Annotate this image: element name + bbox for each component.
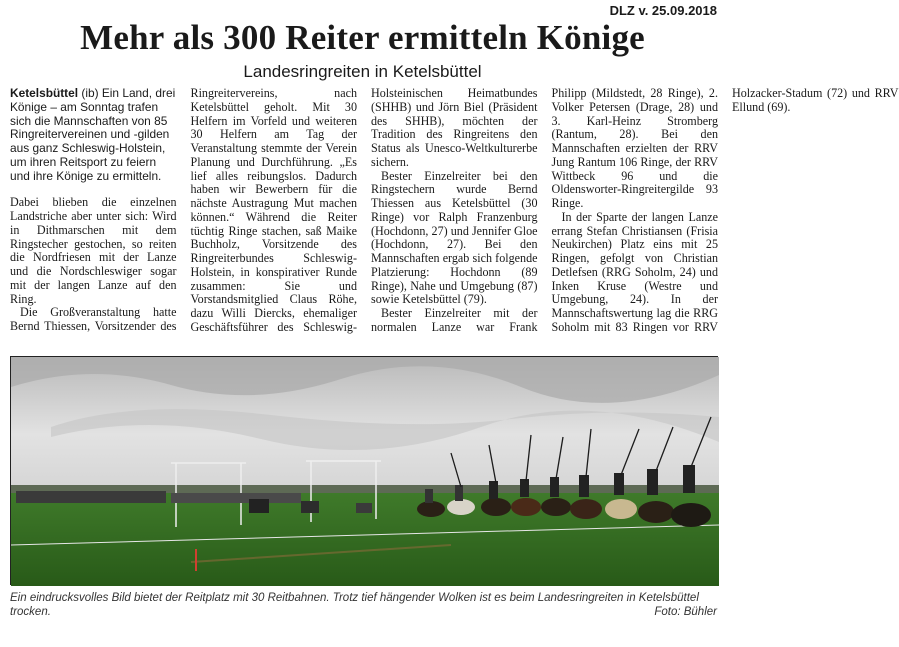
article-paragraph-2: Die Großveranstaltung hatte Bernd Thiessen, Vorsitzender des Ringreitervereins, nach Ketelsbüttel geholt. Mit 30 Helfern im Vorfeld und weiteren 30 Helfern am Tag der Veranstaltung stemmte der Verein Planung und Durchführung. „Es lief alles reibungslos. Dadurch haben wir Bewerbern für die nächste Austragung Mut machen können.“ Während die Reiter tüchtig Ringe stachen, saß Maike Buchholz, Vorsitzende des Ringreiterbundes Schleswig-Holstein, in konspirativer Runde zusammen: Sie und Vorstandsmitglied Claus Röhe, dazu Willi Diercks, ehemaliger Geschäftsführer des Schleswig-Holsteinischen Heimatbundes (SHHB) und Jörn Biel (Präsident des SHHB), möchten der Tradition des Ringreitens den Status als Unesco-Weltkulturerbe sichern. — [10, 86, 538, 334]
article-headline: Mehr als 300 Reiter ermitteln Könige — [80, 18, 645, 57]
riding-field-photo — [11, 357, 719, 586]
article-dateline: Ketelsbüttel — [10, 86, 79, 100]
article-body — [10, 86, 899, 344]
article-paragraph-3: Bester Einzelreiter bei den Ringstechern wurde Bernd Thiessen aus Ketelsbüttel (30 Ringe) vor Ralph Franzenburg (Hochdonn, 27) und Jennifer Gloe (Hochdonn, 27). Bei den Mannschaften ergab sich folgende Platzierung: Hochdonn (89 Ringe), Nahe und Umgebung (87) sowie Ketelsbüttel (79). — [371, 168, 538, 307]
article-paragraph-5: In der Sparte der langen Lanze errang Stefan Christiansen (Frisia Neukirchen) Platz eins mit 25 Ringen, gefolgt von Christian Detlefsen (RRG Soholm, 24) und Inken Kruse (Westre und Umgebung, 24). In der Mannschaftswertung lag die RRG Soholm mit 83 Ringen vor RRV Holzacker-Stadum (72) und RRV Ellund (69). — [551, 86, 899, 334]
article-paragraph-4: Bester Einzelreiter mit der normalen Lanze war Frank Philipp (Mildstedt, 28 Ringe), 2. Volker Petersen (Drage, 28) und 3. Karl-Heinz Stromberg (Rantum, 28). Bei den Mannschaften erzielten der RRV Jung Rantum 106 Ringe, der RRV Wittbeck 96 und die Oldensworter-Ringreitergilde 93 Ringe. — [371, 86, 718, 334]
article-paragraph-1: Dabei blieben die einzelnen Landstriche aber unter sich: Wird in Dithmarschen mit dem Ringstecher gestochen, so reiten die Nordfriesen mit der Lanze und die Nordschleswiger sogar mit der langen Lanze auf den Ring. — [10, 195, 177, 306]
photo-credit: Foto: Bühler — [654, 606, 717, 618]
article-lead — [10, 87, 177, 183]
article-lead-text: (ib) Ein Land, drei Könige – am Sonntag trafen sich die Mannschaften von 85 Ringreitervereinen und -gilden aus ganz Schleswig-Holstein, um ihren Reitsport zu feiern und ihre Könige zu ermitteln. — [10, 86, 176, 183]
photo-caption: Ein eindrucksvolles Bild bietet der Reitplatz mit 30 Reitbahnen. Trotz tief hängender Wolken ist es beim Landesringreiten in Ketelsbüttel trocken. — [10, 592, 699, 618]
article-subheadline: Landesringreiten in Ketelsbüttel — [243, 62, 482, 81]
source-date-label: DLZ v. 25.09.2018 — [609, 3, 717, 18]
article-photo — [10, 356, 718, 585]
